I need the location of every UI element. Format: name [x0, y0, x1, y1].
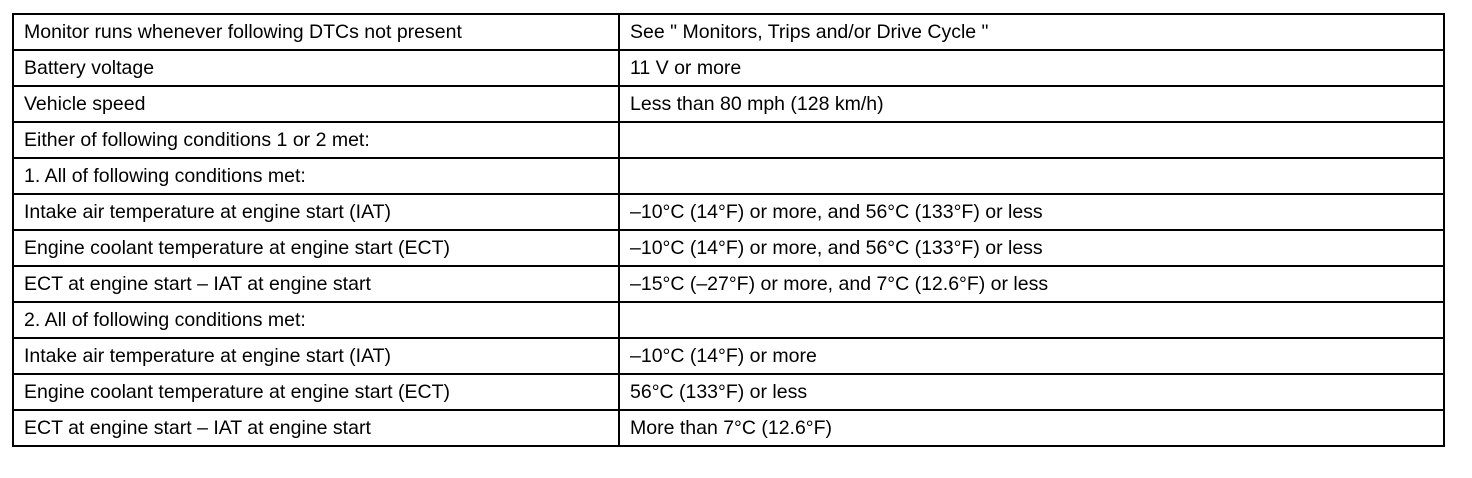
table-row — [13, 302, 1444, 338]
table-row — [13, 338, 1444, 374]
table-row — [13, 266, 1444, 302]
table-row — [13, 50, 1444, 86]
condition-item-cell: ECT at engine start – IAT at engine start — [13, 410, 619, 446]
condition-value-cell: 11 V or more — [619, 50, 1444, 86]
condition-value-cell: 56°C (133°F) or less — [619, 374, 1444, 410]
condition-item-cell: ECT at engine start – IAT at engine start — [13, 266, 619, 302]
condition-item-cell: Engine coolant temperature at engine start (ECT) — [13, 230, 619, 266]
condition-item-cell: Battery voltage — [13, 50, 619, 86]
condition-value-cell: Less than 80 mph (128 km/h) — [619, 86, 1444, 122]
condition-value-cell: See " Monitors, Trips and/or Drive Cycle " — [619, 14, 1444, 50]
condition-item-cell: Intake air temperature at engine start (IAT) — [13, 194, 619, 230]
condition-value-cell: More than 7°C (12.6°F) — [619, 410, 1444, 446]
condition-value-cell: –10°C (14°F) or more — [619, 338, 1444, 374]
table-row — [13, 86, 1444, 122]
condition-item-cell: 1. All of following conditions met: — [13, 158, 619, 194]
table-row — [13, 194, 1444, 230]
table-row — [13, 230, 1444, 266]
monitor-conditions-table — [12, 13, 1445, 447]
table-row — [13, 158, 1444, 194]
condition-value-cell — [619, 158, 1444, 194]
condition-value-cell — [619, 122, 1444, 158]
conditions-table-container — [12, 13, 1443, 447]
condition-value-cell: –10°C (14°F) or more, and 56°C (133°F) or less — [619, 194, 1444, 230]
table-row — [13, 122, 1444, 158]
condition-item-cell: Vehicle speed — [13, 86, 619, 122]
condition-item-cell: Monitor runs whenever following DTCs not present — [13, 14, 619, 50]
table-row — [13, 374, 1444, 410]
condition-item-cell: Engine coolant temperature at engine start (ECT) — [13, 374, 619, 410]
condition-value-cell: –10°C (14°F) or more, and 56°C (133°F) or less — [619, 230, 1444, 266]
condition-value-cell — [619, 302, 1444, 338]
table-row — [13, 14, 1444, 50]
table-row — [13, 410, 1444, 446]
condition-item-cell: 2. All of following conditions met: — [13, 302, 619, 338]
condition-item-cell: Intake air temperature at engine start (IAT) — [13, 338, 619, 374]
condition-value-cell: –15°C (–27°F) or more, and 7°C (12.6°F) or less — [619, 266, 1444, 302]
condition-item-cell: Either of following conditions 1 or 2 met: — [13, 122, 619, 158]
